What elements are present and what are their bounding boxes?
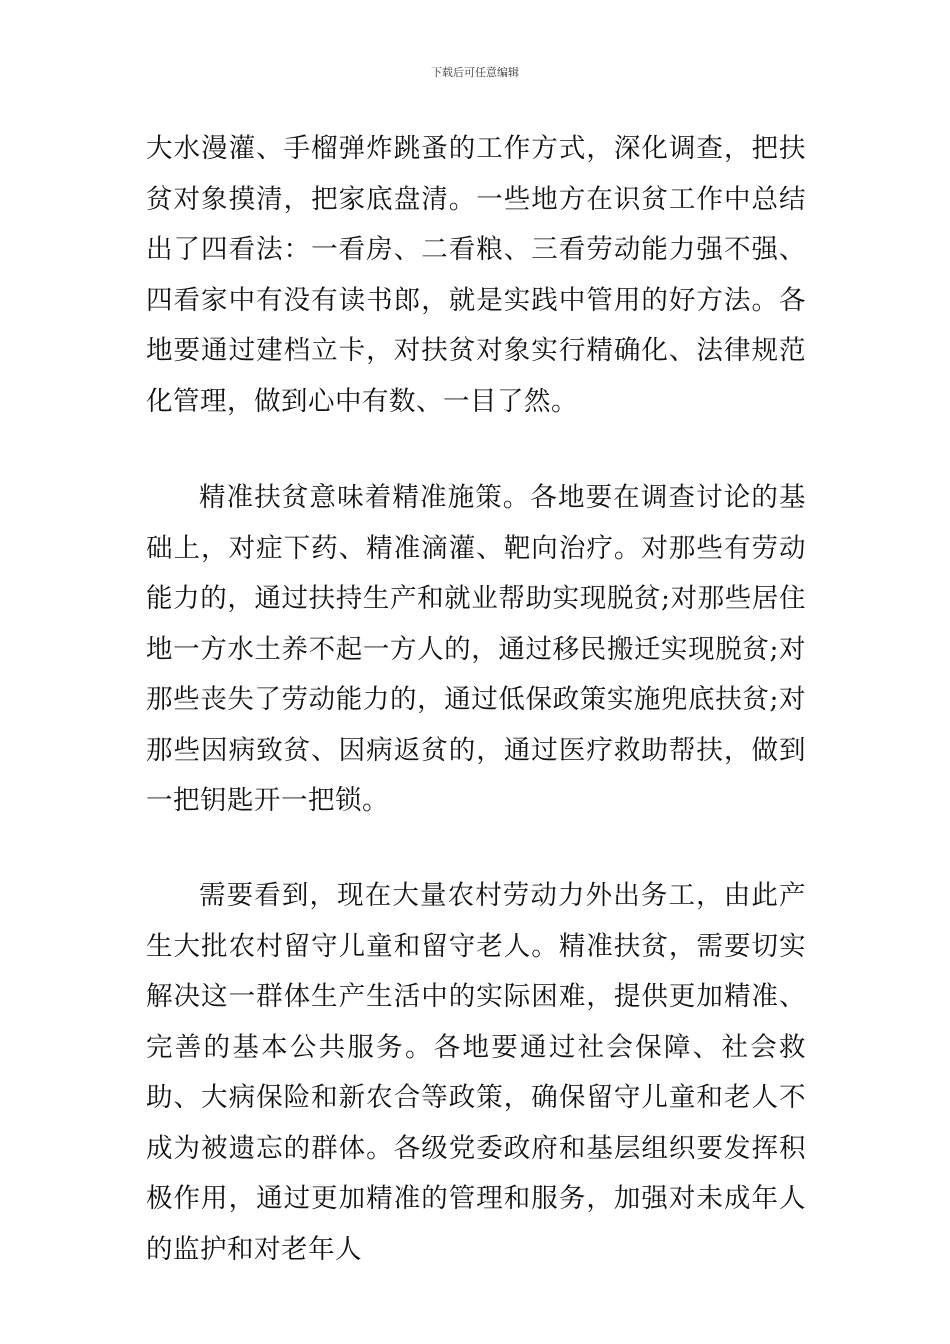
paragraph-1: 大水漫灌、手榴弹炸跳蚤的工作方式，深化调查，把扶贫对象摸清，把家底盘清。一些地方在识贫工作中总结出了四看法：一看房、二看粮、三看劳动能力强不强、四看家中有没有读书郎，就是实践中管用的好方法。各地要通过建档立卡，对扶贫对象实行精确化、法律规范化管理，做到心中有数、一目了然。	[146, 133, 806, 417]
paragraph-2: 精准扶贫意味着精准施策。各地要在调查讨论的基础上，对症下药、精准滴灌、靶向治疗。对那些有劳动能力的，通过扶持生产和就业帮助实现脱贫;对那些居住地一方水土养不起一方人的，通过移民搬迁实现脱贫;对那些丧失了劳动能力的，通过低保政策实施兜底扶贫;对那些因病致贫、因病返贫的，通过医疗救助帮扶，做到一把钥匙开一把锁。	[146, 482, 806, 816]
paragraph-3: 需要看到，现在大量农村劳动力外出务工，由此产生大批农村留守儿童和留守老人。精准扶贫，需要切实解决这一群体生产生活中的实际困难，提供更加精准、完善的基本公共服务。各地要通过社会保障、社会救助、大病保险和新农合等政策，确保留守儿童和老人不成为被遗忘的群体。各级党委政府和基层组织要发挥积极作用，通过更加精准的管理和服务，加强对未成年人的监护和对老年人	[146, 880, 806, 1265]
page-header-note: 下载后可任意编辑	[431, 66, 519, 79]
